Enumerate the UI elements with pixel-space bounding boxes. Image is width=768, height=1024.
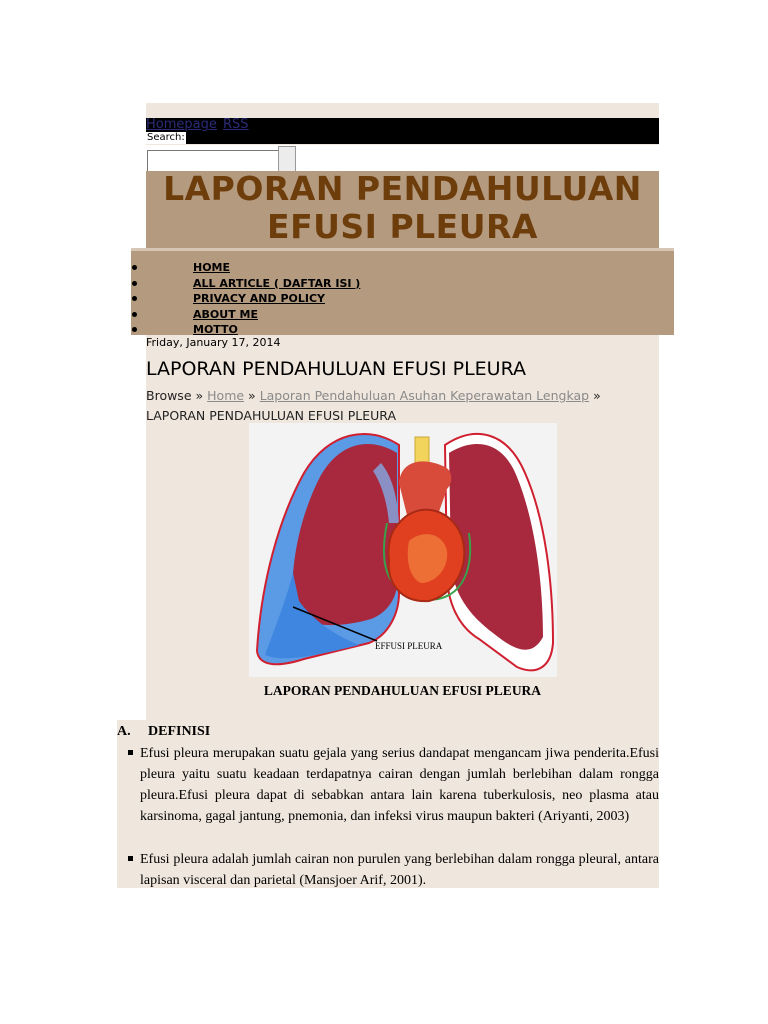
square-bullet-icon bbox=[128, 750, 133, 755]
breadcrumb-prefix: Browse bbox=[146, 388, 192, 403]
rss-link[interactable]: RSS bbox=[223, 117, 249, 132]
breadcrumb-category-link[interactable]: Laporan Pendahuluan Asuhan Keperawatan Lengkap bbox=[259, 388, 590, 403]
menu-item-label[interactable]: MOTTO bbox=[193, 323, 238, 336]
bullet-icon bbox=[132, 296, 137, 301]
menu-item-label[interactable]: ALL ARTICLE ( DAFTAR ISI ) bbox=[193, 276, 361, 290]
post-title[interactable]: LAPORAN PENDAHULUAN EFUSI PLEURA bbox=[146, 358, 526, 380]
square-bullet-icon bbox=[128, 856, 133, 861]
section-heading bbox=[117, 723, 210, 741]
breadcrumb-separator: » bbox=[248, 388, 256, 403]
bullet-icon bbox=[132, 312, 137, 317]
bullet-icon bbox=[132, 281, 137, 286]
paragraph-text: Efusi pleura merupakan suatu gejala yang serius dandapat mengancam jiwa penderita.Efusi pleura yaitu suatu keadaan terdapatnya cairan dengan jumlah berlebihan dalam rongga pleura.Efusi pleura dapat di sebabkan antara lain karena tuberkulosis, neo plasma atau karsinoma, gagal jantung, pnemonia, dan infeksi virus maupun bakteri (Ariyanti, 2003) bbox=[140, 746, 659, 824]
effusion-label: EFFUSI PLEURA bbox=[375, 641, 443, 651]
figure-caption: LAPORAN PENDAHULUAN EFUSI PLEURA bbox=[263, 683, 542, 698]
definition-paragraph bbox=[140, 743, 659, 827]
breadcrumb-current: LAPORAN PENDAHULUAN EFUSI PLEURA bbox=[146, 408, 396, 423]
site-title[interactable] bbox=[146, 170, 659, 246]
post-date: Friday, January 17, 2014 bbox=[146, 336, 281, 349]
paragraph-text: Efusi pleura adalah jumlah cairan non purulen yang berlebihan dalam rongga pleural, antara lapisan visceral dan parietal (Mansjoer Arif, 2001). bbox=[140, 852, 659, 888]
homepage-link[interactable]: Homepage bbox=[146, 117, 217, 132]
definition-paragraph bbox=[140, 849, 659, 891]
site-title-line2: EFUSI PLEURA bbox=[267, 207, 538, 246]
menu-item-label[interactable]: HOME bbox=[193, 261, 231, 274]
bullet-icon bbox=[132, 327, 137, 332]
breadcrumb-separator: » bbox=[195, 388, 204, 403]
breadcrumb bbox=[146, 386, 646, 426]
lung-diagram-svg bbox=[249, 423, 557, 677]
top-links bbox=[146, 117, 249, 132]
main-menu bbox=[131, 248, 674, 335]
bullet-icon bbox=[132, 265, 137, 270]
site-title-line1: LAPORAN PENDAHULUAN bbox=[163, 169, 642, 208]
lung-illustration bbox=[249, 423, 557, 677]
section-title: DEFINISI bbox=[148, 724, 211, 739]
menu-item-label[interactable]: PRIVACY AND POLICY bbox=[193, 292, 326, 305]
menu-item-label[interactable]: ABOUT ME bbox=[193, 307, 258, 321]
breadcrumb-separator: » bbox=[593, 388, 601, 403]
section-number: A. bbox=[117, 724, 131, 739]
breadcrumb-home-link[interactable]: Home bbox=[207, 388, 245, 403]
search-label: Search: bbox=[147, 132, 185, 143]
